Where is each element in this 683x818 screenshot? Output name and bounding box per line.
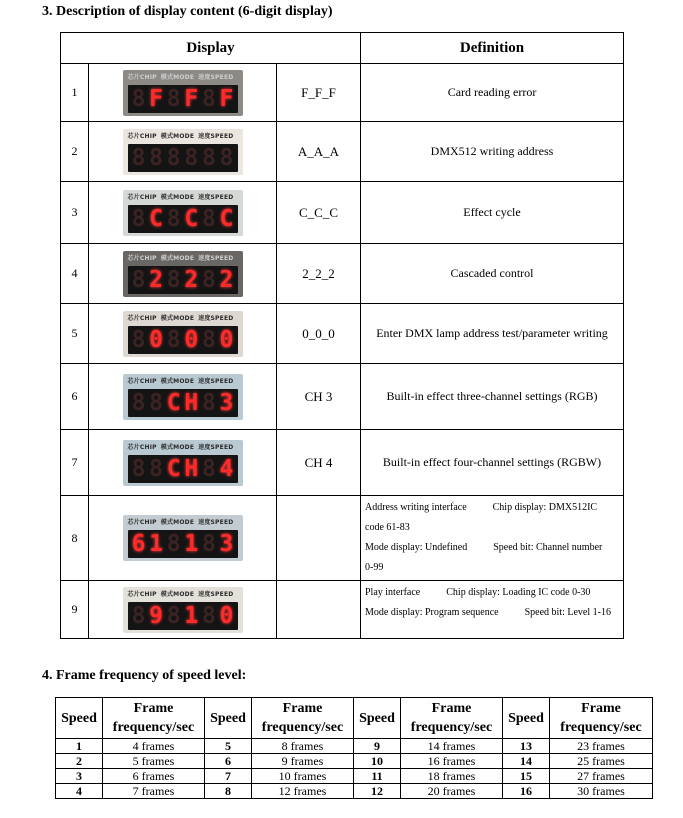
speed-level: 14 xyxy=(503,754,550,769)
definition-cell: Effect cycle xyxy=(361,182,624,244)
frame-frequency: 6 frames xyxy=(103,769,205,784)
led-digit: 8 xyxy=(149,455,164,482)
led-digit: 8 xyxy=(166,326,181,353)
seven-segment-digits xyxy=(128,266,238,294)
seven-segment-digits xyxy=(128,326,238,354)
panel-label: 模式MODE xyxy=(160,132,195,140)
frame-frequency: 9 frames xyxy=(252,754,354,769)
display-photo-cell xyxy=(89,364,277,430)
frame-frequency: 7 frames xyxy=(103,784,205,799)
row-number: 1 xyxy=(61,64,89,122)
panel-label: 芯片CHIP xyxy=(127,73,157,81)
display-code xyxy=(277,581,361,639)
led-digit: 8 xyxy=(201,455,216,482)
led-digit: 8 xyxy=(201,602,216,629)
definition-text: Play interface xyxy=(365,587,421,598)
row-number: 8 xyxy=(61,496,89,581)
frame-frequency: 23 frames xyxy=(550,739,653,754)
display-code xyxy=(277,496,361,581)
led-digit: 2 xyxy=(219,266,234,293)
definition-cell: Built-in effect three-channel settings (RGB) xyxy=(361,364,624,430)
speed-level: 2 xyxy=(56,754,103,769)
row-number: 2 xyxy=(61,122,89,182)
definition-text: Speed bit: Level 1-16 xyxy=(524,607,611,618)
definition-line xyxy=(365,498,619,518)
led-digit: 8 xyxy=(131,455,146,482)
definition-text: Chip display: DMX512IC xyxy=(492,502,598,513)
frame-frequency-header: Frame frequency/sec xyxy=(550,698,653,739)
led-digit: C xyxy=(149,205,164,232)
led-digit: 2 xyxy=(184,266,199,293)
definition-text: code 61-83 xyxy=(365,522,410,533)
display-row xyxy=(61,182,624,244)
display-row xyxy=(61,581,624,639)
panel-label: 芯片CHIP xyxy=(127,443,157,451)
led-digit: 4 xyxy=(219,455,234,482)
seven-segment-digits xyxy=(128,455,238,483)
row-number: 7 xyxy=(61,430,89,496)
definition-cell: Built-in effect four-channel settings (RGBW) xyxy=(361,430,624,496)
panel-label: 模式MODE xyxy=(160,254,195,262)
panel-label: 速度SPEED xyxy=(198,519,234,526)
speed-level: 7 xyxy=(205,769,252,784)
row-number: 3 xyxy=(61,182,89,244)
row-number: 9 xyxy=(61,581,89,639)
frame-frequency: 30 frames xyxy=(550,784,653,799)
led-display-panel xyxy=(123,251,243,297)
display-photo-cell xyxy=(89,496,277,581)
led-display-panel xyxy=(123,190,243,236)
panel-labels xyxy=(128,74,238,82)
definition-cell: Card reading error xyxy=(361,64,624,122)
definition-text: Chip display: Loading IC code 0-30 xyxy=(446,587,591,598)
speed-level: 11 xyxy=(354,769,401,784)
led-digit: 8 xyxy=(184,144,199,171)
led-digit: 3 xyxy=(219,389,234,416)
panel-labels xyxy=(128,444,238,452)
definition-line xyxy=(365,518,619,538)
led-digit: 1 xyxy=(184,602,199,629)
display-photo-cell xyxy=(89,244,277,304)
frame-frequency-header: Frame frequency/sec xyxy=(401,698,503,739)
led-digit: 6 xyxy=(131,531,146,557)
panel-label: 芯片CHIP xyxy=(127,377,157,385)
led-digit: 8 xyxy=(166,531,181,557)
led-digit: F xyxy=(149,85,164,112)
led-display-panel xyxy=(123,70,243,116)
led-digit: 8 xyxy=(131,389,146,416)
led-digit: H xyxy=(184,389,199,416)
speed-level: 13 xyxy=(503,739,550,754)
definition-line xyxy=(365,558,619,578)
speed-row xyxy=(56,754,653,769)
frame-frequency: 14 frames xyxy=(401,739,503,754)
frame-frequency-header: Frame frequency/sec xyxy=(103,698,205,739)
panel-label: 模式MODE xyxy=(160,314,195,322)
speed-level: 6 xyxy=(205,754,252,769)
speed-level: 4 xyxy=(56,784,103,799)
led-display-panel xyxy=(123,374,243,420)
speed-header: Speed xyxy=(503,698,550,739)
display-code: 0_0_0 xyxy=(277,304,361,364)
panel-labels xyxy=(128,378,238,386)
led-digit: 0 xyxy=(149,326,164,353)
speed-frequency-table xyxy=(55,697,653,799)
led-digit: F xyxy=(219,85,234,112)
display-row xyxy=(61,304,624,364)
led-digit: 8 xyxy=(131,602,146,629)
led-digit: 3 xyxy=(219,531,234,557)
speed-level: 12 xyxy=(354,784,401,799)
display-photo-cell xyxy=(89,182,277,244)
led-display-panel xyxy=(123,515,243,561)
panel-label: 芯片CHIP xyxy=(127,590,157,598)
led-display-panel xyxy=(123,587,243,633)
frame-frequency: 27 frames xyxy=(550,769,653,784)
led-digit: 8 xyxy=(166,266,181,293)
seven-segment-digits xyxy=(128,530,238,558)
display-code: CH 4 xyxy=(277,430,361,496)
led-display-panel xyxy=(123,440,243,486)
frame-frequency: 16 frames xyxy=(401,754,503,769)
row-number: 4 xyxy=(61,244,89,304)
definition-line xyxy=(365,603,619,623)
panel-label: 模式MODE xyxy=(160,590,195,598)
speed-level: 3 xyxy=(56,769,103,784)
panel-label: 模式MODE xyxy=(160,519,195,526)
led-digit: 8 xyxy=(166,602,181,629)
definition-cell: Cascaded control xyxy=(361,244,624,304)
led-digit: 0 xyxy=(219,602,234,629)
display-photo-cell xyxy=(89,581,277,639)
panel-labels xyxy=(128,315,238,323)
led-digit: 8 xyxy=(166,205,181,232)
led-digit: 8 xyxy=(131,266,146,293)
led-digit: 8 xyxy=(166,144,181,171)
led-digit: H xyxy=(184,455,199,482)
frame-frequency: 18 frames xyxy=(401,769,503,784)
led-digit: 8 xyxy=(201,144,216,171)
panel-labels xyxy=(128,133,238,141)
display-photo-cell xyxy=(89,304,277,364)
section-4-title: 4. Frame frequency of speed level: xyxy=(42,668,247,683)
display-row xyxy=(61,496,624,581)
seven-segment-digits xyxy=(128,144,238,172)
led-digit: 8 xyxy=(201,266,216,293)
led-digit: 8 xyxy=(219,144,234,171)
panel-label: 模式MODE xyxy=(160,443,195,451)
led-digit: 8 xyxy=(131,144,146,171)
speed-level: 16 xyxy=(503,784,550,799)
panel-label: 模式MODE xyxy=(160,377,195,385)
definition-line xyxy=(365,538,619,558)
panel-label: 芯片CHIP xyxy=(127,519,157,526)
display-row xyxy=(61,430,624,496)
speed-level: 10 xyxy=(354,754,401,769)
frame-frequency: 10 frames xyxy=(252,769,354,784)
display-code: F_F_F xyxy=(277,64,361,122)
led-digit: 0 xyxy=(184,326,199,353)
display-code: CH 3 xyxy=(277,364,361,430)
led-digit: 8 xyxy=(201,531,216,557)
panel-label: 模式MODE xyxy=(160,73,195,81)
led-digit: 8 xyxy=(201,389,216,416)
definition-line xyxy=(365,583,619,603)
led-digit: 8 xyxy=(149,144,164,171)
definition-text: Speed bit: Channel number xyxy=(493,542,603,553)
led-digit: 9 xyxy=(149,602,164,629)
panel-label: 速度SPEED xyxy=(198,377,234,385)
panel-labels xyxy=(128,194,238,202)
led-digit: 2 xyxy=(149,266,164,293)
frame-frequency: 8 frames xyxy=(252,739,354,754)
led-display-panel xyxy=(123,129,243,175)
speed-level: 1 xyxy=(56,739,103,754)
panel-labels xyxy=(128,591,238,599)
display-header: Display xyxy=(61,33,361,64)
seven-segment-digits xyxy=(128,389,238,417)
frame-frequency: 25 frames xyxy=(550,754,653,769)
panel-label: 芯片CHIP xyxy=(127,132,157,140)
led-digit: 8 xyxy=(201,205,216,232)
led-digit: 0 xyxy=(219,326,234,353)
led-digit: F xyxy=(184,85,199,112)
led-digit: C xyxy=(166,455,181,482)
led-digit: 8 xyxy=(201,85,216,112)
display-content-table xyxy=(60,32,624,639)
panel-label: 速度SPEED xyxy=(198,254,234,262)
speed-header: Speed xyxy=(56,698,103,739)
display-photo-cell xyxy=(89,122,277,182)
led-digit: 8 xyxy=(201,326,216,353)
panel-label: 速度SPEED xyxy=(198,132,234,140)
speed-level: 15 xyxy=(503,769,550,784)
section-3-title: 3. Description of display content (6-digit display) xyxy=(42,4,333,19)
display-photo-cell xyxy=(89,64,277,122)
display-code: A_A_A xyxy=(277,122,361,182)
display-code: 2_2_2 xyxy=(277,244,361,304)
row-number: 6 xyxy=(61,364,89,430)
led-digit: 8 xyxy=(131,326,146,353)
led-digit: C xyxy=(219,205,234,232)
led-digit: C xyxy=(166,389,181,416)
led-digit: 8 xyxy=(131,85,146,112)
led-digit: 8 xyxy=(166,85,181,112)
display-code: C_C_C xyxy=(277,182,361,244)
speed-header-row xyxy=(56,698,653,739)
panel-label: 速度SPEED xyxy=(198,193,234,201)
led-digit: 8 xyxy=(131,205,146,232)
speed-row xyxy=(56,769,653,784)
led-digit: 1 xyxy=(149,531,164,557)
display-row xyxy=(61,244,624,304)
definition-text: 0-99 xyxy=(365,562,384,573)
panel-label: 芯片CHIP xyxy=(127,254,157,262)
definition-cell xyxy=(361,581,624,639)
led-digit: C xyxy=(184,205,199,232)
speed-level: 5 xyxy=(205,739,252,754)
panel-label: 速度SPEED xyxy=(198,443,234,451)
speed-level: 9 xyxy=(354,739,401,754)
definition-header: Definition xyxy=(361,33,624,64)
led-digit: 1 xyxy=(184,531,199,557)
definition-cell: Enter DMX lamp address test/parameter writing xyxy=(361,304,624,364)
panel-label: 芯片CHIP xyxy=(127,314,157,322)
panel-label: 模式MODE xyxy=(160,193,195,201)
definition-text: Mode display: Program sequence xyxy=(365,607,499,618)
panel-labels xyxy=(128,519,238,527)
frame-frequency: 20 frames xyxy=(401,784,503,799)
frame-frequency-header: Frame frequency/sec xyxy=(252,698,354,739)
panel-labels xyxy=(128,255,238,263)
led-digit: 8 xyxy=(149,389,164,416)
display-row xyxy=(61,364,624,430)
speed-row xyxy=(56,784,653,799)
display-row xyxy=(61,122,624,182)
definition-cell xyxy=(361,496,624,581)
seven-segment-digits xyxy=(128,85,238,113)
definition-text: Address writing interface xyxy=(365,502,467,513)
panel-label: 速度SPEED xyxy=(198,314,234,322)
speed-level: 8 xyxy=(205,784,252,799)
definition-text: Mode display: Undefined xyxy=(365,542,468,553)
frame-frequency: 12 frames xyxy=(252,784,354,799)
speed-header: Speed xyxy=(354,698,401,739)
row-number: 5 xyxy=(61,304,89,364)
speed-row xyxy=(56,739,653,754)
frame-frequency: 4 frames xyxy=(103,739,205,754)
seven-segment-digits xyxy=(128,602,238,630)
panel-label: 芯片CHIP xyxy=(127,193,157,201)
led-display-panel xyxy=(123,311,243,357)
display-row xyxy=(61,64,624,122)
definition-cell: DMX512 writing address xyxy=(361,122,624,182)
display-photo-cell xyxy=(89,430,277,496)
panel-label: 速度SPEED xyxy=(198,73,234,81)
speed-header: Speed xyxy=(205,698,252,739)
panel-label: 速度SPEED xyxy=(198,590,234,598)
seven-segment-digits xyxy=(128,205,238,233)
frame-frequency: 5 frames xyxy=(103,754,205,769)
